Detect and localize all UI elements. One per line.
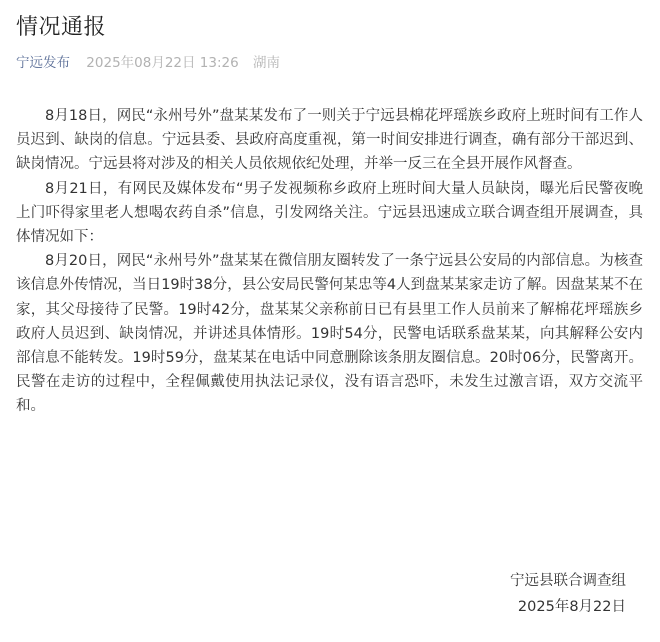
signature-block (510, 568, 626, 620)
article-body (16, 104, 643, 419)
account-name-link[interactable]: 宁远发布 (16, 55, 70, 71)
paragraph: 8月20日，网民“永州号外”盘某某在微信朋友圈转发了一条宁远县公安局的内部信息。为核查该信息外传情况，当日19时38分，县公安局民警何某忠等4人到盘某某家走访了解。因盘某某不在家，其父母接待了民警。19时42分，盘某某父亲称前日已有县里工作人员前来了解棉花坪瑶族乡政府人员迟到、缺岗情况，并讲述具体情形。19时54分，民警电话联系盘某某，向其解释公安内部信息不能转发。19时59分，盘某某在电话中同意删除该条朋友圈信息。20时06分，民警离开。民警在走访的过程中，全程佩戴使用执法记录仪，没有语言恐吓，未发生过激言语，双方交流平和。 (16, 253, 643, 415)
article-title: 情况通报 (16, 15, 107, 40)
publish-region: 湖南 (253, 55, 281, 71)
article-meta (16, 53, 280, 73)
signature-date: 2025年8月22日 (517, 599, 626, 615)
paragraph: 8月18日，网民“永州号外”盘某某发布了一则关于宁远县棉花坪瑶族乡政府上班时间有工作人员迟到、缺岗的信息。宁远县委、县政府高度重视，第一时间安排进行调查，确有部分干部迟到、缺岗情况。宁远县将对涉及的相关人员依规依纪处理，并举一反三在全县开展作风督查。 (16, 108, 643, 173)
publish-date: 2025年08月22日 13:26 (86, 55, 239, 71)
signature-organization: 宁远县联合调查组 (510, 573, 626, 589)
paragraph: 8月21日，有网民及媒体发布“男子发视频称乡政府上班时间大量人员缺岗，曝光后民警夜晚上门吓得家里老人想喝农药自杀”信息，引发网络关注。宁远县迅速成立联合调查组开展调查，具体情况如下： (16, 180, 643, 246)
